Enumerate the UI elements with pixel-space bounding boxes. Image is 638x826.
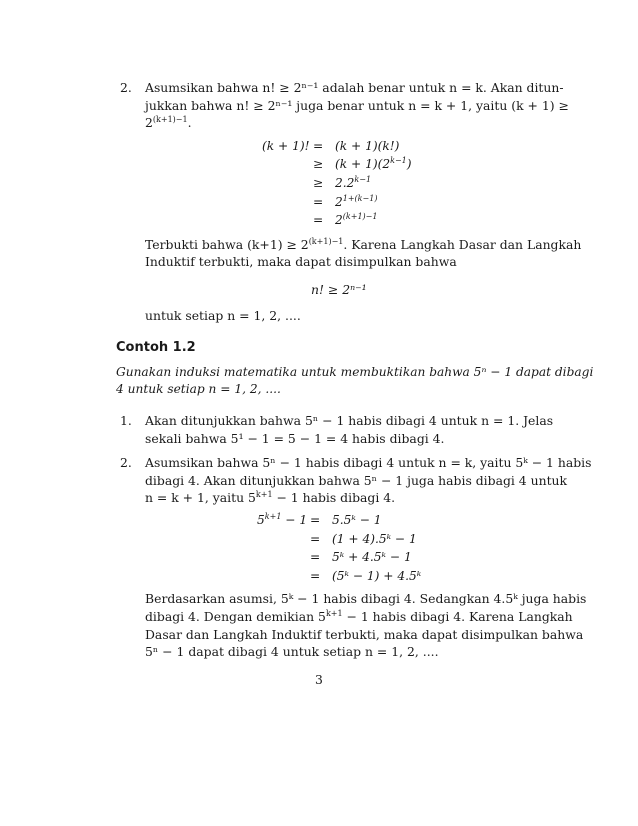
equation-relation: =	[313, 139, 324, 153]
equation-rhs: (5ᵏ − 1) + 4.5ᵏ	[332, 569, 422, 583]
equation-relation: =	[310, 532, 321, 546]
paragraph-line: n = k + 1, yaitu $5^{k+1} - 1$ habis dibagi 4.	[145, 490, 396, 505]
paragraph-line: dibagi 4. Dengan demikian $5^{k+1} - 1$ habis dibagi 4. Karena Langkah	[145, 609, 573, 624]
paragraph-line: Akan ditunjukkan bahwa 5ⁿ − 1 habis dibagi 4 untuk n = 1. Jelas	[145, 413, 554, 428]
paragraph-line: Berdasarkan asumsi, 5ᵏ − 1 habis dibagi 4. Sedangkan 4.5ᵏ juga habis	[145, 591, 587, 606]
example-statement: 4 untuk setiap n = 1, 2, ....	[116, 382, 281, 396]
paragraph-line: dibagi 4. Akan ditunjukkan bahwa 5ⁿ − 1 juga habis dibagi 4 untuk	[145, 473, 568, 488]
equation-rhs: (1 + 4).5ᵏ − 1	[332, 532, 417, 546]
equation-rhs: 5ᵏ + 4.5ᵏ − 1	[332, 550, 412, 564]
equation-rhs: $2^{(k+1)-1}$	[335, 212, 378, 227]
equation-rhs: (k + 1)(k!)	[335, 139, 400, 153]
equation-relation: ≥	[313, 176, 324, 190]
paragraph-line: Terbukti bahwa $(k+1) \ge 2^{(k+1)-1}$. Karena Langkah Dasar dan Langkah	[145, 237, 582, 252]
paragraph-line: Induktif terbukti, maka dapat disimpulkan bahwa	[145, 254, 457, 269]
paragraph-line: Dasar dan Langkah Induktif terbukti, maka dapat disimpulkan bahwa	[145, 627, 584, 642]
paragraph-line: Asumsikan bahwa 5ⁿ − 1 habis dibagi 4 untuk n = k, yaitu 5ᵏ − 1 habis	[145, 455, 592, 470]
list-number: 2.	[120, 80, 132, 95]
equation-relation: =	[310, 513, 321, 527]
equation-rhs: 5.5ᵏ − 1	[332, 513, 382, 527]
equation-lhs: (k + 1)!	[262, 139, 310, 153]
equation-rhs: $2.2^{k-1}$	[335, 175, 372, 190]
list-number: 2.	[120, 455, 132, 470]
paragraph-line: sekali bahwa 5¹ − 1 = 5 − 1 = 4 habis dibagi 4.	[145, 431, 445, 446]
page-number: 3	[315, 672, 323, 687]
equation-rhs: $2^{1+(k-1)}$	[335, 194, 378, 209]
equation-relation: =	[313, 195, 324, 209]
equation-relation: =	[313, 213, 324, 227]
paragraph-line: untuk setiap n = 1, 2, ....	[145, 308, 301, 323]
equation-relation: ≥	[313, 157, 324, 171]
equation-relation: =	[310, 569, 321, 583]
display-equation: n! ≥ 2ⁿ⁻¹	[311, 282, 367, 297]
list-number: 1.	[120, 413, 132, 428]
example-statement: Gunakan induksi matematika untuk membuktikan bahwa 5ⁿ − 1 dapat dibagi	[116, 365, 594, 379]
equation-rhs: $(k + 1)(2^{k-1})$	[335, 156, 412, 171]
paragraph-line: 5ⁿ − 1 dapat dibagi 4 untuk setiap n = 1, 2, ....	[145, 644, 439, 659]
paragraph-line: Asumsikan bahwa n! ≥ 2ⁿ⁻¹ adalah benar untuk n = k. Akan ditun-	[145, 80, 564, 95]
example-heading: Contoh 1.2	[116, 340, 196, 355]
equation-lhs: $5^{k+1} - 1$	[257, 512, 308, 527]
equation-relation: =	[310, 550, 321, 564]
paragraph-line: $2^{(k+1)-1}$.	[145, 115, 192, 130]
paragraph-line: jukkan bahwa n! ≥ 2ⁿ⁻¹ juga benar untuk n = k + 1, yaitu (k + 1) ≥	[145, 98, 569, 113]
